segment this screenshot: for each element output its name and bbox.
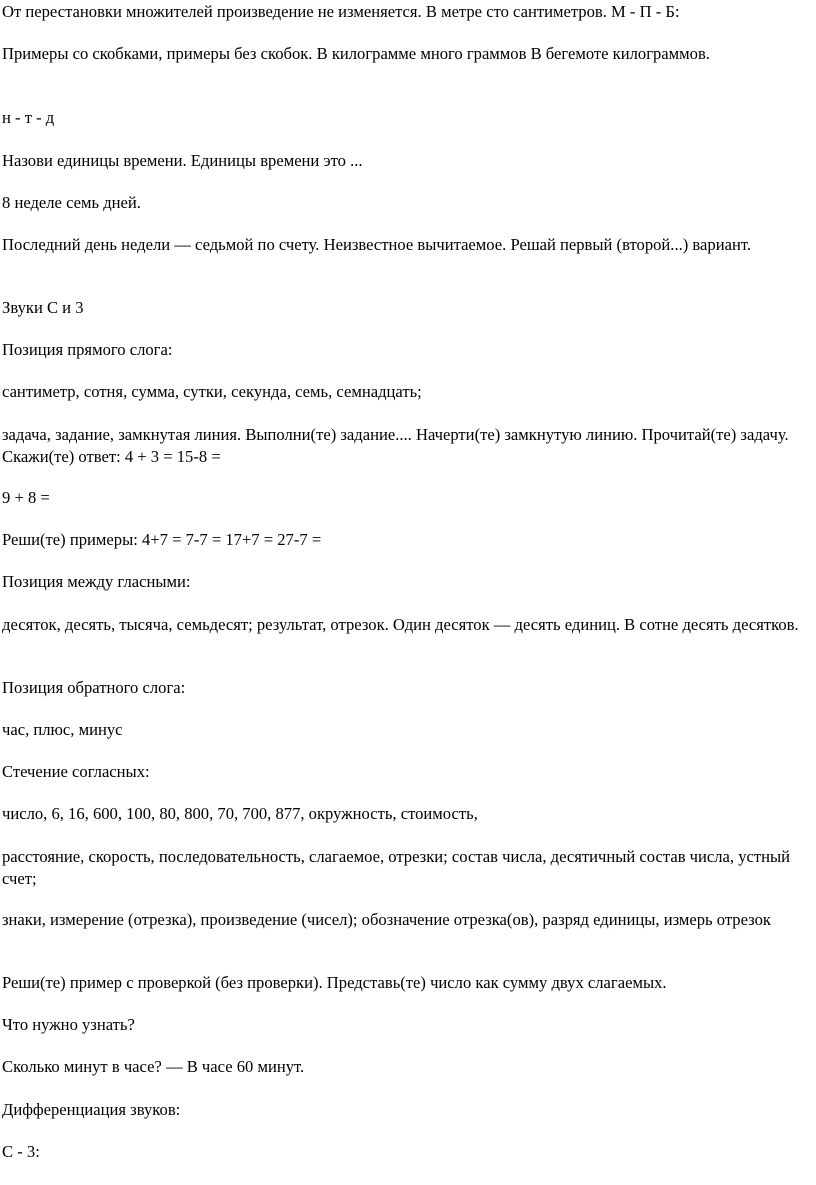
paragraph-time-units: Назови единицы времени. Единицы времени это ... bbox=[2, 151, 363, 170]
paragraph-task: задача, задание, замкнутая линия. Выполни(те) задание.... Начерти(те) замкнутую линию. Прочитай(те) задачу. Скажи(те) ответ: 4 + 3 = 15-8 = bbox=[2, 425, 789, 466]
paragraph-word-list-5: знаки, измерение (отрезка), произведение (чисел); обозначение отрезка(ов), разряд единицы, измерь отрезок bbox=[2, 910, 771, 929]
paragraph-differentiation: Дифференциация звуков: bbox=[2, 1100, 181, 1119]
paragraph-word-list-2: десяток, десять, тысяча, семьдесят; результат, отрезок. Один десяток — десять единиц. В сотне десять десятков. bbox=[2, 615, 799, 634]
paragraph-minutes-in-hour: Сколько минут в часе? — В часе 60 минут. bbox=[2, 1057, 305, 1076]
paragraph-word-list-3: час, плюс, минус bbox=[2, 720, 123, 739]
paragraph-word-list-4: расстояние, скорость, последовательность, слагаемое, отрезки; состав числа, десятичный состав числа, устный счет; bbox=[2, 847, 791, 888]
paragraph-word-list-1: сантиметр, сотня, сумма, сутки, секунда, семь, семнадцать; bbox=[2, 382, 422, 401]
paragraph-between-vowels: Позиция между гласными: bbox=[2, 572, 191, 591]
paragraph-number-list: число, 6, 16, 600, 100, 80, 800, 70, 700, 877, окружность, стоимость, bbox=[2, 804, 478, 823]
paragraph-check-example: Реши(те) пример с проверкой (без проверки). Представь(те) число как сумму двух слагаемых. bbox=[2, 973, 667, 992]
paragraph-expression: 9 + 8 = bbox=[2, 488, 50, 507]
paragraph-consonant-cluster: Стечение согласных: bbox=[2, 762, 150, 781]
paragraph-sounds-heading: Звуки С и 3 bbox=[2, 298, 84, 317]
paragraph-what-to-find: Что нужно узнать? bbox=[2, 1015, 135, 1034]
paragraph-brackets: Примеры со скобками, примеры без скобок. В килограмме много граммов В бегемоте килограммов. bbox=[2, 44, 710, 63]
paragraph-week-days: 8 неделе семь дней. bbox=[2, 193, 141, 212]
paragraph-multipliers: От перестановки множителей произведение не изменяется. В метре сто сантиметров. М - П - Б: bbox=[2, 2, 680, 21]
paragraph-last-day: Последний день недели — седьмой по счету. Неизвестное вычитаемое. Решай первый (второй...) вариант. bbox=[2, 235, 751, 254]
paragraph-direct-syllable: Позиция прямого слога: bbox=[2, 340, 173, 359]
paragraph-reverse-syllable: Позиция обратного слога: bbox=[2, 678, 186, 697]
paragraph-n-t-d: н - т - д bbox=[2, 108, 55, 127]
paragraph-solve-examples: Реши(те) примеры: 4+7 = 7-7 = 17+7 = 27-7 = bbox=[2, 530, 322, 549]
paragraph-s-z: С - 3: bbox=[2, 1142, 40, 1161]
